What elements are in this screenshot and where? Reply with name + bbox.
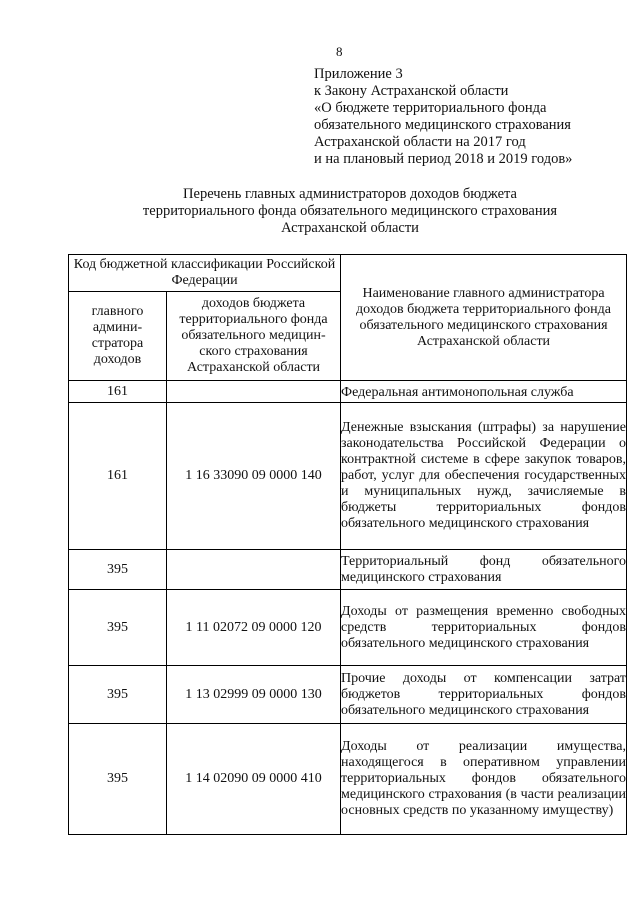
admin-code-cell: 395	[69, 590, 167, 666]
title-line: территориального фонда обязательного медицинского страхования	[142, 203, 558, 219]
title-line: Астраханской области	[281, 220, 419, 236]
header-budget-classification-code: Код бюджетной классификации Российской Федерации	[69, 255, 341, 292]
table-row	[69, 666, 627, 724]
table-row	[69, 724, 627, 835]
income-code-cell: 1 14 02090 09 0000 410	[167, 724, 341, 835]
table-row	[69, 403, 627, 550]
appendix-line: Приложение 3	[314, 66, 403, 82]
income-code-cell: 1 11 02072 09 0000 120	[167, 590, 341, 666]
admin-code-cell: 395	[69, 550, 167, 590]
admin-code-cell: 161	[69, 381, 167, 403]
administrator-name-cell: Доходы от размещения временно свободных средств территориальных фондов обязательного медицинского страхования	[341, 590, 627, 666]
administrator-name-cell: Денежные взыскания (штрафы) за нарушение законодательства Российской Федерации о контрактной системе в сфере закупок товаров, работ, услуг для обеспечения государственных и муниципальных нужд, зачисляемые в бюджеты территориальных фондов обязательного медицинского страхования	[341, 403, 627, 550]
admin-code-cell: 161	[69, 403, 167, 550]
admin-code-cell: 395	[69, 724, 167, 835]
income-code-cell: 1 16 33090 09 0000 140	[167, 403, 341, 550]
appendix-line: к Закону Астраханской области	[314, 83, 509, 99]
appendix-line: и на плановый период 2018 и 2019 годов»	[314, 151, 573, 167]
appendix-line: обязательного медицинского страхования	[314, 117, 571, 133]
appendix-header	[314, 66, 572, 168]
table-row	[69, 550, 627, 590]
page-number: 8	[336, 44, 343, 59]
administrator-name-cell: Территориальный фонд обязательного медицинского страхования	[341, 550, 627, 590]
administrator-name-cell: Прочие доходы от компенсации затрат бюджетов территориальных фондов обязательного медицинского страхования	[341, 666, 627, 724]
income-code-cell: 1 13 02999 09 0000 130	[167, 666, 341, 724]
administrator-name-cell: Федеральная антимонопольная служба	[341, 381, 627, 403]
title-line: Перечень главных администраторов доходов бюджета	[183, 186, 517, 202]
header-chief-administrator: главного админи-стратора доходов	[69, 292, 167, 381]
table-row	[69, 381, 627, 403]
income-code-cell	[167, 381, 341, 403]
appendix-line: «О бюджете территориального фонда	[314, 100, 547, 116]
income-code-cell	[167, 550, 341, 590]
header-fund-income: доходов бюджета территориального фонда обязательного медицин-ского страхования Астраханской области	[167, 292, 341, 381]
table-row	[69, 590, 627, 666]
document-title	[60, 186, 640, 237]
header-administrator-name: Наименование главного администратора доходов бюджета территориального фонда обязательного медицинского страхования Астраханской области	[341, 255, 627, 381]
admin-code-cell: 395	[69, 666, 167, 724]
administrators-table	[68, 254, 627, 835]
appendix-line: Астраханской области на 2017 год	[314, 134, 526, 150]
administrator-name-cell: Доходы от реализации имущества, находящегося в оперативном управлении территориальных фондов обязательного медицинского страхования (в части реализации основных средств по указанному имуществу)	[341, 724, 627, 835]
